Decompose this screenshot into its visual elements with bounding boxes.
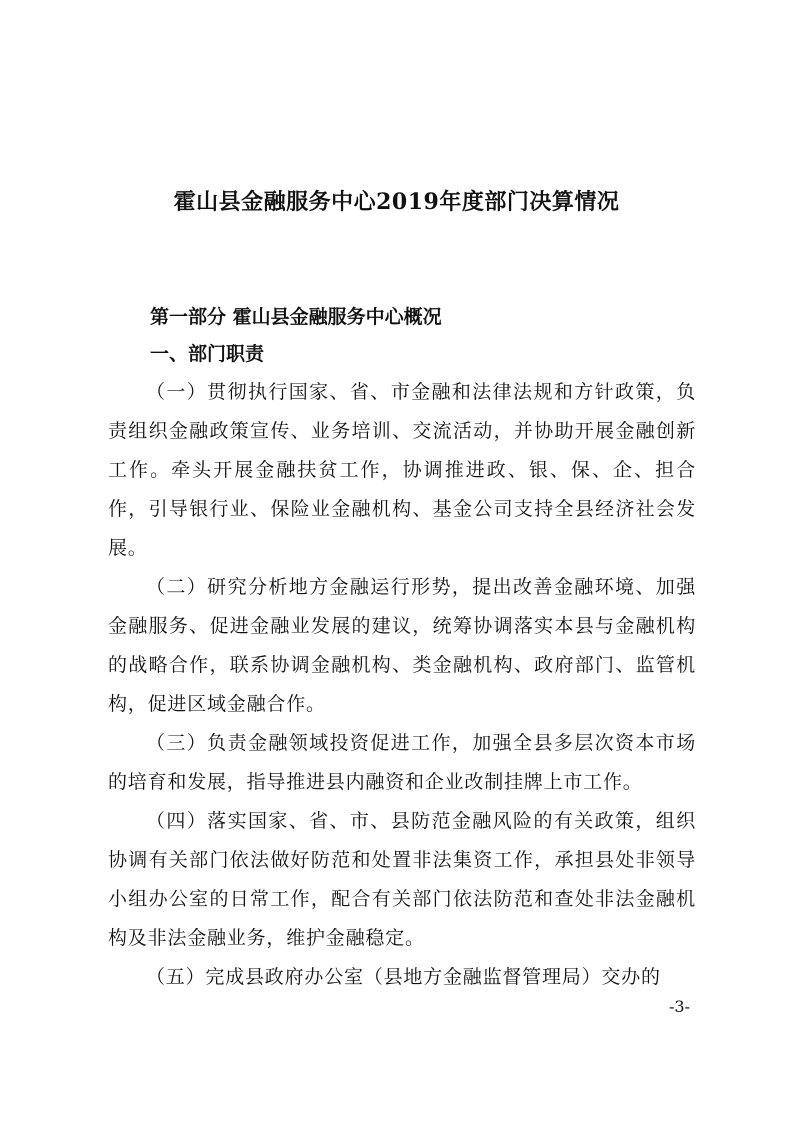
paragraph-4: （四）落实国家、省、市、县防范金融风险的有关政策，组织协调有关部门依法做好防范和处置非法集资工作，承担县处非领导小组办公室的日常工作，配合有关部门依法防范和查处非法金融机构及非法金融业务，维护金融稳定。 — [108, 810, 696, 949]
paragraph-1: （一）贯彻执行国家、省、市金融和法律法规和方针政策，负责组织金融政策宣传、业务培训、交流活动，并协助开展金融创新工作。牵头开展金融扶贫工作，协调推进政、银、保、企、担合作，引导银行业、保险业金融机构、基金公司支持全县经济社会发展。 — [108, 381, 696, 559]
part-heading: 第一部分 霍山县金融服务中心概况 — [150, 306, 442, 328]
document-title: 霍山县金融服务中心2019年度部门决算情况 — [173, 189, 620, 215]
section-heading: 一、部门职责 — [150, 343, 265, 365]
paragraph-3: （三）负责金融领域投资促进工作，加强全县多层次资本市场的培育和发展，指导推进县内融资和企业改制挂牌上市工作。 — [108, 732, 696, 793]
paragraph-5: （五）完成县政府办公室（县地方金融监督管理局）交办的 — [146, 966, 661, 988]
body-text — [108, 373, 696, 997]
page-number: -3- — [669, 997, 690, 1016]
paragraph-2: （二）研究分析地方金融运行形势，提出改善金融环境、加强金融服务、促进金融业发展的建议，统筹协调落实本县与金融机构的战略合作，联系协调金融机构、类金融机构、政府部门、监管机构，促进区域金融合作。 — [108, 576, 696, 715]
